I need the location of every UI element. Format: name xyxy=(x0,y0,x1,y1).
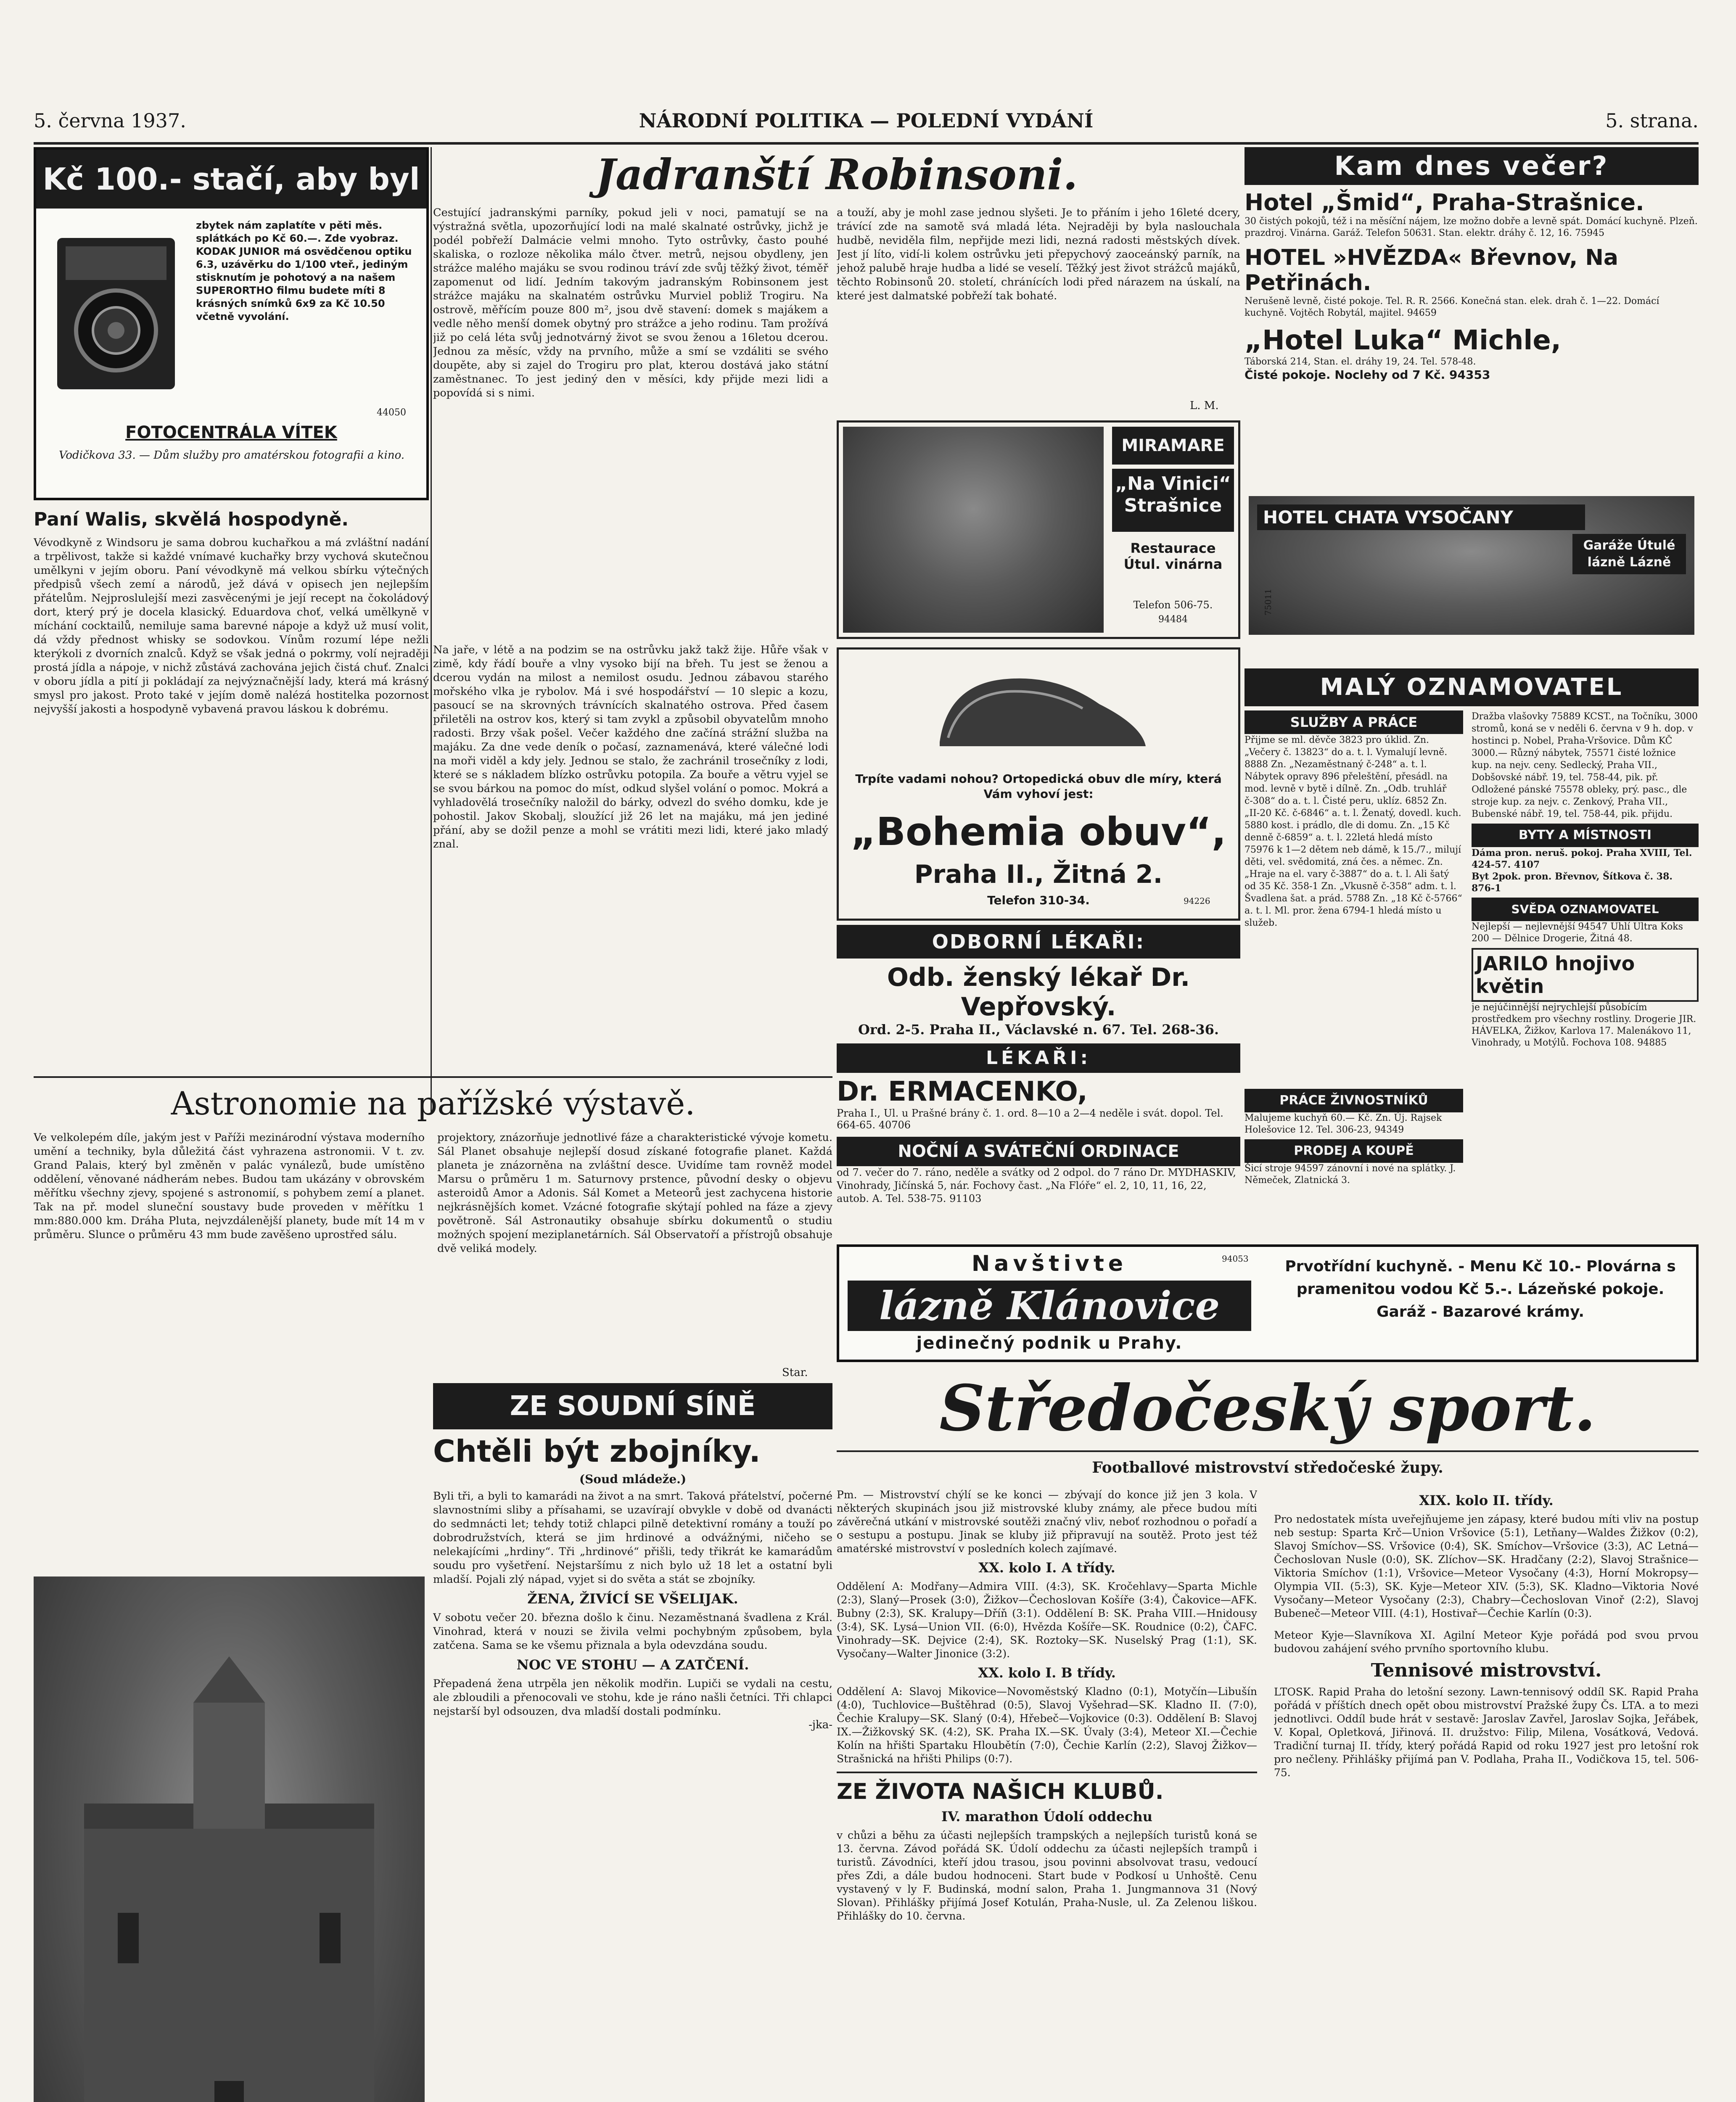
lekari-title: ODBORNÍ LÉKAŘI: xyxy=(837,925,1240,959)
robinson-sign: L. M. xyxy=(1190,399,1219,412)
sport-section1: Footballové mistrovství středočeské župy. xyxy=(1092,1459,1443,1476)
luka-sub: Čisté pokoje. Noclehy od 7 Kč. 94353 xyxy=(1245,368,1490,382)
klanovice-ad xyxy=(837,1244,1699,1362)
mo-byty: BYTY A MÍSTNOSTI xyxy=(1472,824,1699,847)
ermacenko-name: Dr. ERMACENKO, xyxy=(837,1076,1088,1107)
chata-sub: Garáže Útulé lázně Lázně xyxy=(1572,534,1686,574)
kostel-icon xyxy=(34,1576,425,2102)
klanovice-top: Navštivte xyxy=(971,1251,1128,1276)
kodak-number: 44050 xyxy=(377,407,406,418)
header-masthead: NÁRODNÍ POLITIKA — POLEDNÍ VYDÁNÍ xyxy=(639,109,1094,132)
mo-nejlepsi: Nejlepší — nejlevnější 94547 Uhlí Ultra Koks 200 — Dělnice Drogerie, Žitná 48. xyxy=(1472,922,1683,944)
mo-sveda: SVĚDA OZNAMOVATEL xyxy=(1472,898,1699,921)
bohemia-tagline: Trpíte vadami nohou? Ortopedická obuv dle míry, která Vám vyhoví jest: xyxy=(855,772,1222,801)
klub-text: v chůzi a běhu za účasti nejlepších trampských a nejlepších turistů koná se 13. června. Závod pořádá SK. Údolí oddechu za účasti nejlepších trampů i turistů. Závodníci, kteří jdou trasou, jsou povinni absolvovat trasu, vedoucí přes Zdi, a dále budou hodnoceni. Start bude v Podkosí u Unhoště. Cenu vystavený v ly F. Budinská, modní salon, Praha 1. Jungmannova 31 (Nový Slovan). Přihlášky přijímá Josef Kotulán, Praha-Nusle, ul. Za Zelenou liškou. Přihlášky do 10. června. xyxy=(837,1829,1257,1922)
bohemia-addr: Praha II., Žitná 2. xyxy=(914,860,1163,889)
mo-kuchyne: Malujeme kuchyň 60.— Kč. Zn. Új. Rajsek Holešovice 12. Tel. 306-23, 94349 xyxy=(1245,1113,1442,1135)
miramare-ad xyxy=(837,420,1240,639)
header-date: 5. června 1937. xyxy=(34,109,186,132)
mo-dama: Dáma pron. neruš. pokoj. Praha XVIII, Tel. 424-57. 4107 xyxy=(1472,848,1692,870)
klub-sub: IV. marathon Údolí oddechu xyxy=(941,1809,1152,1825)
kodak-firm: FOTOCENTRÁLA VÍTEK xyxy=(125,423,337,442)
bohemia-tel: Telefon 310-34. xyxy=(987,893,1090,907)
mo-prodeje: PRODEJ A KOUPĚ xyxy=(1245,1139,1463,1163)
kodak-ad xyxy=(34,147,429,500)
sport-right xyxy=(1274,1488,1699,2102)
soudni-sign: -jka- xyxy=(809,1719,832,1731)
soudni-text: Byli tři, a byli to kamarádi na život a na smrt. Taková přátelství, počerné slavnostními sliby a přísahami, se uzavírají obvykle v době od dvanácti do sedmnácti let; tehdy totiž chlapci pilně detektivní romány a touží po dobrodružstvích, která se jim hrdinové a odvážnými, ničeho se nelekajícími „hrdiny“. Tři „hrdinové“ přišli, tedy třikrát ke kamarádům soudu pro vyšetření. Nejstaršímu z nich bylo už 18 let a ostatní byli mladší. Pojali zlý nápad, vyjet si do světa a stát se zbojníky. xyxy=(433,1490,832,1586)
soudni-title: Chtěli být zbojníky. xyxy=(433,1434,761,1469)
bohemia-name: „Bohemia obuv“, xyxy=(851,809,1226,854)
astro-rule xyxy=(34,1076,832,1078)
chata-name: HOTEL CHATA VYSOČANY xyxy=(1257,504,1585,530)
soudni-block xyxy=(433,1383,832,2102)
luka-name: „Hotel Luka“ Michle, xyxy=(1245,325,1562,356)
sport-kolo2: XX. kolo I. B třídy. xyxy=(978,1665,1116,1681)
sport-kolo2-text: Oddělení A: Slavoj Mikovice—Novoměstský Kladno (0:1), Motyčín—Libušín (4:0), Tuchlovice—Buštěhrad (0:5), Slavoj Vyšehrad—SK. Kladno II. (7:0), Čechie Kralupy—SK. Slaný (0:4), Hřebeč—Vojkovice (0:3). Oddělení B: Slavoj IX.—Žižkovský SK. (4:2), SK. Praha IX.—SK. Úvaly (3:4), Meteor XI.—Čechie Kolín na hřišti Spartaku Hloubětín (7:0), Čechie Karlín (2:2), Slavoj Žižkov—Strašnická na hřišti Philips (0:7). xyxy=(837,1685,1257,1765)
lekari-block xyxy=(837,925,1240,1244)
bohemia-ad xyxy=(837,647,1240,921)
sport-ii-title: XIX. kolo II. třídy. xyxy=(1419,1492,1554,1508)
nocni-title: NOČNÍ A SVÁTEČNÍ ORDINACE xyxy=(837,1137,1240,1166)
soudni-sub3: NOC VE STOHU — A ZATČENÍ. xyxy=(516,1657,749,1673)
mo-sluzby: SLUŽBY A PRÁCE xyxy=(1245,710,1463,734)
kodak-headline: Kč 100.- stačí, aby byl xyxy=(36,150,426,209)
klanovice-nr: 94053 xyxy=(1222,1254,1249,1264)
robinson-title: Jadranští Robinsoni. xyxy=(595,150,1078,199)
camera-icon xyxy=(45,221,188,398)
hvezda-name: HOTEL »HVĚZDA« Břevnov, Na Petřinách. xyxy=(1245,245,1618,296)
soudni-text2: V sobotu večer 20. března došlo k činu. Nezaměstnaná švadlena z Král. Vinohrad, která v nouzi se živila velmi pochybným způsobem, byla zatčena. Sama se ke všemu přiznala a byla odevzdána soudu. xyxy=(433,1611,832,1652)
miramare-tel: Telefon 506-75. xyxy=(1133,599,1213,611)
kam-dnes-title: Kam dnes večer? xyxy=(1245,147,1699,185)
klub-rule xyxy=(837,1772,1257,1773)
sport-block xyxy=(837,1366,1699,2102)
kostel-photo xyxy=(34,1576,425,2102)
miramare-name: MIRAMARE xyxy=(1112,427,1234,465)
mo-right-text: Dražba vlašovky 75889 KCST., na Točníku, 3000 stromů, koná se v neděli 6. června v 9 h. dop. v hostinci p. Nobel, Praha-Vršovice. Dům KČ 3000.— Různý nábytek, 75571 čisté ložnice kup. na nejv. ceny. Sedlecký, Praha VII., Dobšovské nábř. 19, tel. 758-44, pik. př. Odložené pánské 75578 obleky, prý. pasc., dle stroje kup. za nejv. c. Zenkový, Praha VII., Bubenské nábř. 19, tel. 758-44, pik. přijdu. xyxy=(1472,711,1698,819)
tennis-title: Tennisové mistrovství. xyxy=(1371,1660,1602,1681)
soudni-sub2: ŽENA, ŽIVÍCÍ SE VŠELIJAK. xyxy=(527,1591,738,1607)
walis-title: Paní Walis, skvělá hospodyně. xyxy=(34,509,349,530)
mo-sluzby-text: Přijme se ml. děvče 3823 pro úklid. Zn. „Večery č. 13823“ do a. t. l. Vymalují levně. 8888 Zn. „Nezaměstnaný č-248“ a. t. l. Nábytek opravy 896 přeleštění, přesádl. na mod. levně v bytě i dílně. Zn. „Odb. truhlář č-308“ do a. t. l. Čisté peru, uklíz. 6852 Zn. „II-20 Kč. č-6846“ a. t. l. Ženatý, dovedl. kuch. 5880 kost. i prádlo, dle di domu. Zn. „15 Kč denně č-6859“ a. t. l. 22letá hledá místo 75976 k 1—2 dětem neb dámě, k 15./7., milují děti, vel. svědomitá, zná čes. a němec. Zn. „Hraje na el. vary č-3887“ do a. t. l. Ali šatý od 35 Kč. 358-1 Zn. „Vkusně č-358“ adm. t. l. Švadlena šat. a prád. 5788 Zn. „18 Kč č-5766“ a. t. l. Ml. pror. žena 6794-1 hledá místo u služeb. xyxy=(1245,735,1462,928)
astro-col1: Ve velkolepém díle, jakým jest v Paříži mezinárodní výstava moderního umění a techniky, byla důležitá část vyhrazena astronomii. V t. zv. Grand Palais, který byl změněn v palác vynálezů, bude umístěno oddělení, věnované nádherám nebes. Budou tam ukázány v obrovském měřítku všechny zjevy, spojené s astronomií, s pohybem zemí a planet. Tak na př. model sluneční soustavy bude proveden v měřítku 1 mm:880.000 km. Dráha Pluta, nejvzdálenější planety, bude mít 14 m v průměru. Slunce o průměru 43 mm bude zavěšeno uprostřed sálu. xyxy=(34,1131,425,1241)
vepronsky-addr: Ord. 2-5. Praha II., Václavské n. 67. Tel. 268-36. xyxy=(858,1022,1219,1038)
soudni-banner: ZE SOUDNÍ SÍNĚ xyxy=(433,1383,832,1429)
vepronsky-name: Odb. ženský lékař Dr. Vepřovský. xyxy=(887,963,1190,1022)
walis-text: Vévodkyně z Windsoru je sama dobrou kuchařkou a má zvláštní nadání a trpělivost, takže si každé vnímavé kuchařky brzy vychová skutečnou umělkyni v jejím oboru. Paní vévodkyně má velkou sbírku výtečných předpisů všech zemí a národů, jež dává v opisech jen nejlepším přátelům. Nejproslulejší mezi zasvěcenými je její recept na čokoládový dort, který prý je docela klasický. Eduardova choť, velká umělkyně v míchání cocktailů, nemiluje sama barevné nápoje a když už musí volit, dá vždy přednost whisky se sodovkou. Vínům rozumí lépe nežli kterýkoli z dvorních znalců. Když se však jedná o pokrmy, volí nejraději prostá jídla a nápoje, v nichž zůstává zachována jejich čistá chuť. Znalci v oboru jídla a pití ji pokládají za nejvýznačnější lady, která má krásný smysl pro jakost. Proto také v jejím domě nalézá hostitelka pozornost nejvyšší jakosti a hospodyně vybavená pravou láskou k dobrému. xyxy=(34,536,429,716)
robinson-col2: Na jaře, v létě a na podzim se na ostrůvku jakž takž žije. Hůře však v zimě, kdy řádí bouře a vlny vysoko bijí na břeh. Tu jest se ženou a dcerou vydán na milost a nemilost osudu. Jednou zábavou starého mořského vlka je rybolov. Má i své hospodářství — 10 slepic a kozu, pasoucí se na skrovných trávnících skalnatého ostrova. Před časem přiletěli na ostrov kos, který si tam zvykl a způsobil obyvatelům mnoho radosti. Brzy však pošel. Večer každého dne začíná strážní služba na majáku. Za dne vede deník o počasí, zaznamenává, které válečné lodi na moři viděl a kdy jely. Jednou se stalo, že zachránil trosečníky z lodi, které se s nákladem blízko ostrůvku potopila. Za bouře a větru vyjel se se svou bárkou na pomoc do míst, odkud slyšel volání o pomoc. Mokrá a vyhladovělá trosečníky naložil do bárky, odvezl do svého domku, kde je pohostil. Jakov Skobalj, sloužící již 26 let na majáku, má jen jediné přání, aby se dožil penze a mohl se vrátiti mezi lidi, které jako mladý znal. xyxy=(433,644,828,850)
kodak-address: Vodičkova 33. — Dům služby pro amatérskou fotografii a kino. xyxy=(58,449,405,462)
sport-meteor: Meteor Kyje—Slavníkova XI. Agilní Meteor Kyje pořádá pod svou prvou budovou zahájení svého prvního sportovního klubu. xyxy=(1274,1629,1699,1655)
sport-kolo1: XX. kolo I. A třídy. xyxy=(978,1560,1115,1576)
smid-name: Hotel „Šmid“, Praha-Strašnice. xyxy=(1245,189,1644,216)
soudni-text3: Přepadená žena utrpěla jen několik modřin. Lupiči se vydali na cestu, ale zbloudili a přenocovali ve stohu, kde je ráno našli četníci. Tři chlapci nejstarší byl odsouzen, dva mladší dostali podmínku. xyxy=(433,1677,832,1718)
kodak-body: zbytek nám zaplatíte v pěti měs. splátkách po Kč 60.—. Zde vyobraz. KODAK JUNIOR má osvědčenou optiku 6.3, uzávěrku do 1/100 vteř., jediným stisknutím je pohotový a na našem SUPERORTHO filmu budete míti 8 krásných snímků 6x9 za Kč 10.50 včetně vyvolání. xyxy=(196,219,412,322)
header-page: 5. strana. xyxy=(1605,109,1699,132)
robinson-col1: Cestující jadranskými parníky, pokud jeli v noci, pamatují se na výstražná světla, upozorňující lodi na malé skalnaté ostrůvky, jichž je podél pobřeží Dalmácie velmi mnoho. Tyto ostrůvky, často pouhé skaliska, o rozloze několika málo čtver. metrů, nejsou obydleny, jen strážce malého majáku se svou rodinou tráví zde svůj těžký život, téměř zapomenut od lidí. Jedním takovým jadranským Robinsonem jest strážce majáku na skalnatém ostrůvku Murviel pobliž Trogiru. Na ostrově, měřícím pouze 800 m², jsou dvě stavení: domek s majákem a vedle něho menší domek obytný pro strážce a jeho rodinu. Tam prožívá již po celá léta svůj jednotvárný život se svou ženou a 16letou dcerou. Jednou za měsíc, vždy na prvního, může a smí se vzdáliti se svého doupěte, aby si zajel do Trogiru pro plat, kterou dostává jako státní zaměstnanec. To jest jediný den v měsíci, kdy přijde mezi lidi a popovídá si s nimi. xyxy=(433,206,828,399)
smid-text: 30 čistých pokojů, též i na měsíční nájem, lze možno dobře a levně spát. Domácí kuchyně. Plzeň. prazdroj. Vinárna. Garáž. Telefon 50631. Stan. elektr. dráhy č. 12, 16. 75945 xyxy=(1245,216,1698,238)
tennis-text: LTOSK. Rapid Praha do letošní sezony. Lawn-tennisový oddíl SK. Rapid Praha pořádá v příštích dnech opět obou mistrovství Pražské župy Čs. LTA. a to mezi jednotlivci. Oddíl bude hrát v sestavě: Jaroslav Zavřel, Jaroslav Sojka, Jeřábek, V. Kopal, Opletková, Jiřinová. II. družstvo: Filip, Milena, Vosátková, Vedová. Tradiční turnaj II. třídy, který pořádá Rapid od roku 1927 jest pro letošní rok pro nečleny. Přihlášky přijímá pan V. Podlaha, Praha II., Vodičkova 15, tel. 506-75. xyxy=(1274,1686,1699,1779)
soudni-sub: (Soud mládeže.) xyxy=(579,1472,687,1486)
robinson-col3: a touží, aby je mohl zase jednou slyšeti. Je to přáním i jeho 16leté dcery, trávící zde na samotě svá mladá léta. Nejraději by byla naslouchala hudbě, neviděla film, nepřijde mezi lidi, nezná radosti městských dívek. Jest jí líto, vidí-li kolem ostrůvku jeti přepychový zaoceánský parník, na jehož palubě hraje hudba a lidé se veselí. Těžký jest život strážců majáků, těchto Robinsonů 20. století, chránících lodi před nárazem na úskalí, na které jest dalmatské pobřeží tak bohaté. xyxy=(837,206,1240,302)
klanovice-name: lázně Klánovice xyxy=(848,1281,1251,1331)
sport-intro: Pm. — Mistrovství chýlí se ke konci — zbývají do konce již jen 3 kola. V některých skupinách jsou již mistrovské kluby známy, ale přece budou míti závěrečná utkání v mistrovské soutěži značný vliv, neboť rozhodnou o pořadí a o sestupu a postupu. Jinak se kluby již připravují na soutěž. Proto jest též amatérské mistrovství v posledních kolech zajímavé. xyxy=(837,1489,1257,1555)
mo-jarilo-text: je nejúčinnější nejrychlejší působícím prostředkem pro všechny rostliny. Drogerie JIR. HÁVELKA, Žižkov, Karlova 17. Malenákovo 11, Vinohrady, u Motýlů. Fochova 108. 94885 xyxy=(1472,1002,1696,1048)
astro-title: Astronomie na pařížské výstavě. xyxy=(171,1085,695,1122)
mo-left-bottom xyxy=(1245,1089,1463,1244)
mo-prace: PRÁCE ŽIVNOSTNÍKŮ xyxy=(1245,1089,1463,1112)
chata-image xyxy=(1249,496,1694,635)
klanovice-sub: jedinečný podnik u Prahy. xyxy=(916,1334,1183,1353)
ermacenko-addr: Praha I., Ul. u Prašné brány č. 1. ord. 8—10 a 2—4 neděle i svát. dopol. Tel. 664-65. 40706 xyxy=(837,1107,1223,1131)
chata-nr: 75011 xyxy=(1263,589,1273,615)
na-vinici: „Na Vinici“ Strašnice xyxy=(1112,469,1234,532)
miramare-nr: 94484 xyxy=(1158,614,1188,625)
header-rule xyxy=(34,142,1699,145)
maly-oznamovatel xyxy=(1245,668,1699,1244)
mo-title: MALÝ OZNAMOVATEL xyxy=(1245,668,1699,706)
astro-sign: Star. xyxy=(782,1366,808,1379)
hvezda-text: Nerušeně levně, čisté pokoje. Tel. R. R. 2566. Konečná stan. elek. drah č. 1—22. Domácí kuchyně. Vojtěch Robytál, majitel. 94659 xyxy=(1245,296,1659,318)
restaurace: Restaurace Útul. vinárna xyxy=(1123,540,1223,572)
mo-jarilo: JARILO hnojivo květin xyxy=(1472,948,1699,1002)
mo-byt: Byt 2pok. pron. Břevnov, Šítkova č. 38. 876-1 xyxy=(1472,871,1673,894)
castle-image xyxy=(843,427,1104,633)
sport-ii-text: Pro nedostatek místa uveřejňujeme jen zápasy, které budou míti vliv na postup neb sestup: Sparta Krč—Union Vršovice (5:1), Letňany—Waldes Žižkov (0:2), Slavoj Smíchov—SS. Vršovice (0:4), SK. Smíchov—Vršovice (3:3), AC Letná—Čechoslovan Nusle (0:0), SK. Zlíchov—SK. Hradčany (2:2), Slavoj Strašnice—Viktoria Smíchov (1:1), Vršovice—Meteor Vysočany (4:3), Horní Mokropsy—Olympia VII. (5:3), SK. Kyje—Meteor XIV. (5:3), SK. Kladno—Viktoria Nové Vysočany—Meteor Vysočany (2:3), Chabry—Čechoslovan Vinoř (2:2), Slavoj Bubeneč—Meteor VIII. (4:1), Hostivař—Čechie Karlín (0:3). xyxy=(1274,1513,1699,1619)
page-header xyxy=(34,105,1699,139)
lekari2-title: LÉKAŘI: xyxy=(837,1043,1240,1073)
sport-rule xyxy=(837,1450,1699,1452)
klanovice-right: Prvotřídní kuchyně. - Menu Kč 10.- Plovárna s pramenitou vodou Kč 5.-. Lázeňské pokoje. Garáž - Bazarové krámy. xyxy=(1285,1258,1676,1320)
foot-icon xyxy=(923,658,1158,763)
bohemia-nr: 94226 xyxy=(1184,896,1210,906)
astro-col2: projektory, znázorňuje jednotlivé fáze a charakteristické vývoje kometu. Sál Planet obsahuje nejlepší dosud získané fotografie planet. Každá planeta je znázorněna na zvláštní desce. Uvidíme tam rovněž model Marsu o průměru 1 m. Saturnovy prstence, původní desky o objevu asteroidů Amor a Adonis. Sál Komet a Meteorů jest zachycena historie nejkrásnějších komet. Vzácné fotografie skýtají pohled na fáze a zjevy povětroně. Sál Astronautiky obsahuje sbírku dokumentů o studiu možných spojení meziplanetárních. Sál Observatoří a přístrojů obsahuje dvě veliká modely. xyxy=(437,1131,832,1255)
mo-stroje: Šicí stroje 94597 zánovní i nové na splátky. J. Němeček, Zlatnická 3. xyxy=(1245,1163,1456,1186)
kam-dnes-block xyxy=(1245,147,1699,664)
klub-title: ZE ŽIVOTA NAŠICH KLUBŮ. xyxy=(837,1779,1164,1804)
luka-text: Táborská 214, Stan. el. dráhy 19, 24. Tel. 578-48. xyxy=(1245,356,1476,367)
mo-right xyxy=(1472,710,1699,1244)
article-walis xyxy=(34,509,429,1139)
sport-left xyxy=(837,1488,1257,2102)
nocni-text: od 7. večer do 7. ráno, neděle a svátky od 2 odpol. do 7 ráno Dr. MYDHASKIV, Vinohrady, Jičínská 5, nár. Fochovy čast. „Na Flóře“ el. 2, 10, 11, 16, 22, autob. A. Tel. 538-75. 91103 xyxy=(837,1167,1237,1204)
vrule-1 xyxy=(431,147,432,1114)
sport-title: Středočeský sport. xyxy=(939,1371,1596,1445)
sport-kolo1-text: Oddělení A: Modřany—Admira VIII. (4:3), SK. Kročehlavy—Sparta Michle (2:3), Slaný—Prosek (3:0), Žižkov—Čechoslovan Košíře (3:4), Čakovice—AFK. Bubny (2:3), SK. Kralupy—Dříň (3:1). Oddělení B: SK. Praha VIII.—Hnidousy (3:4), SK. Lysá—Union VII. (6:0), Hvězda Košíře—SK. Roudnice (0:2), ČAFC. Vinohrady—SK. Dejvice (2:4), SK. Roztoky—SK. Nuselský Prag (1:1), SK. Vysočany—Walter Jinonice (3:2). xyxy=(837,1580,1257,1660)
